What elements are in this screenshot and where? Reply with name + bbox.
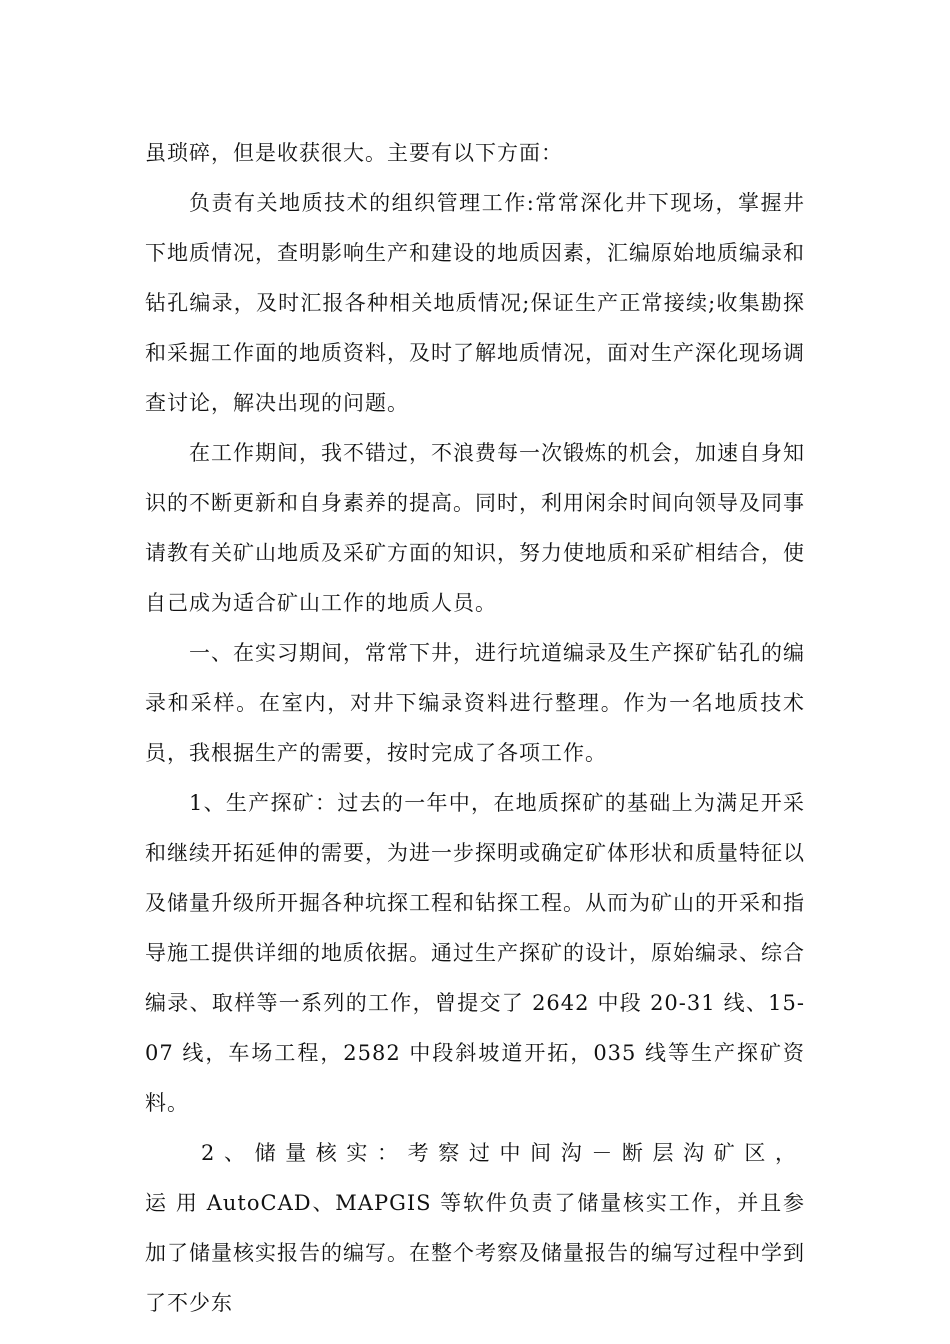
document-body [145, 128, 805, 1328]
paragraph-continuation: 虽琐碎，但是收获很大。主要有以下方面： [145, 141, 563, 165]
paragraph-production-exploration: 1、生产探矿：过去的一年中，在地质探矿的基础上为满足开采和继续开拓延伸的需要，为进一步探明或确定矿体形状和质量特征以及储量升级所开掘各种坑探工程和钻探工程。从而为矿山的开采和指导施工提供详细的地质依据。通过生产探矿的设计，原始编录、综合编录、取样等一系列的工作，曾提交了 2642 中段 20-31 线、15-07 线，车场工程，2582 中段斜坡道开拓，035 线等生产探矿资料。 [145, 791, 805, 1115]
paragraph-internship-work: 一、在实习期间，常常下井，进行坑道编录及生产探矿钻孔的编录和采样。在室内，对井下编录资料进行整理。作为一名地质技术员，我根据生产的需要，按时完成了各项工作。 [145, 641, 805, 765]
paragraph-self-improvement: 在工作期间，我不错过，不浪费每一次锻炼的机会，加速自身知识的不断更新和自身素养的提高。同时，利用闲余时间向领导及同事请教有关矿山地质及采矿方面的知识，努力使地质和采矿相结合，使自己成为适合矿山工作的地质人员。 [145, 441, 805, 615]
paragraph-management-duties: 负责有关地质技术的组织管理工作:常常深化井下现场，掌握井下地质情况，查明影响生产和建设的地质因素，汇编原始地质编录和钻孔编录，及时汇报各种相关地质情况;保证生产正常接续;收集勘探和采掘工作面的地质资料，及时了解地质情况，面对生产深化现场调查讨论，解决出现的问题。 [145, 191, 805, 415]
paragraph-reserve-verification-body: AutoCAD、MAPGIS 等软件负责了储量核实工作，并且参加了储量核实报告的编写。在整个考察及储量报告的编写过程中学到了不少东 [145, 1191, 806, 1315]
paragraph-reserve-verification-lead: 2、储量核实：考察过中间沟－断层沟矿区，运用 [145, 1141, 805, 1215]
paragraph-reserve-verification [145, 1128, 805, 1328]
